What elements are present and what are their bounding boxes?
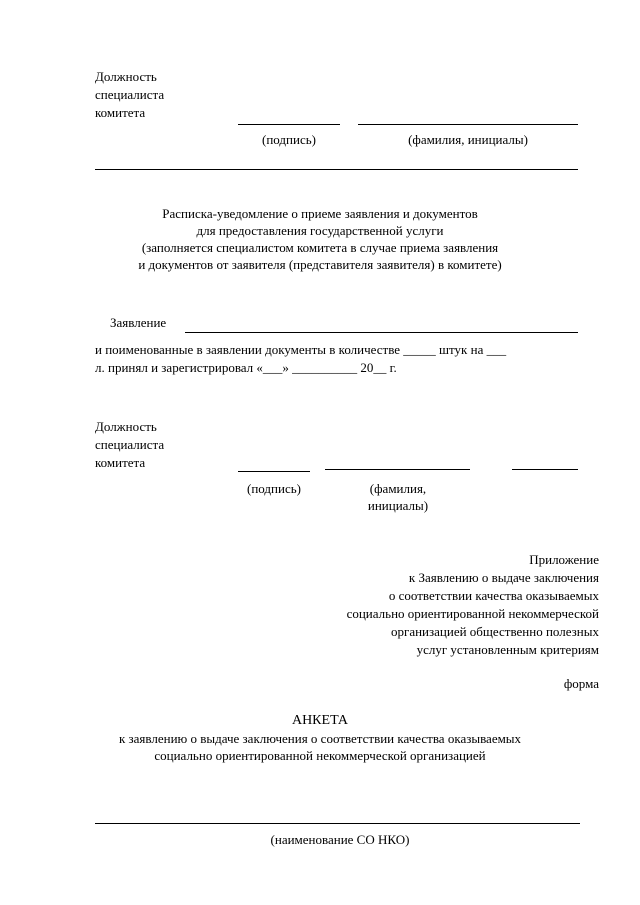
- name-line: [325, 469, 470, 470]
- appendix-line: услуг установленным критериям: [416, 642, 599, 657]
- position-label-line: комитета: [95, 105, 146, 120]
- form-label: форма: [563, 676, 599, 691]
- position-label-line: специалиста: [95, 437, 165, 452]
- appendix-line: социально ориентированной некоммерческой: [346, 606, 599, 621]
- position-label-line: специалиста: [95, 87, 165, 102]
- position-label-line: Должность: [95, 419, 157, 434]
- position-label-line: Должность: [95, 69, 157, 84]
- receipt-title-line: (заполняется специалистом комитета в случае приема заявления: [141, 240, 499, 255]
- receipt-title-line: и документов от заявителя (представителя заявителя) в комитете): [138, 257, 502, 272]
- separator-line: [95, 169, 578, 170]
- questionnaire-title: АНКЕТА: [291, 713, 349, 728]
- name-caption-line: инициалы): [367, 498, 429, 513]
- receipt-title-line: Расписка-уведомление о приеме заявления и документов: [162, 206, 478, 221]
- organization-name-caption: (наименование СО НКО): [270, 832, 410, 847]
- date-line: [512, 469, 578, 470]
- name-line: [358, 124, 578, 125]
- application-line: [185, 332, 578, 333]
- registration-line: л. принял и зарегистрировал «___» __________ 20__ г.: [95, 360, 397, 375]
- signature-caption: (подпись): [247, 481, 301, 496]
- docs-count-line: и поименованные в заявлении документы в количестве _____ штук на ___: [95, 342, 507, 357]
- questionnaire-subtitle-line: к заявлению о выдаче заключения о соответствии качества оказываемых: [118, 731, 522, 746]
- questionnaire-subtitle-line: социально ориентированной некоммерческой организацией: [154, 748, 486, 763]
- appendix-line: к Заявлению о выдаче заключения: [408, 570, 599, 585]
- appendix-line: Приложение: [529, 552, 599, 567]
- application-label: Заявление: [110, 315, 167, 330]
- organization-name-line: [95, 823, 580, 824]
- appendix-line: о соответствии качества оказываемых: [388, 588, 599, 603]
- signature-caption: (подпись): [262, 132, 316, 147]
- appendix-line: организацией общественно полезных: [390, 624, 599, 639]
- signature-line: [238, 471, 310, 472]
- name-caption: (фамилия, инициалы): [408, 132, 528, 147]
- signature-line: [238, 124, 340, 125]
- receipt-title-line: для предоставления государственной услуги: [196, 223, 444, 238]
- position-label-line: комитета: [95, 455, 146, 470]
- name-caption-line: (фамилия,: [369, 481, 427, 496]
